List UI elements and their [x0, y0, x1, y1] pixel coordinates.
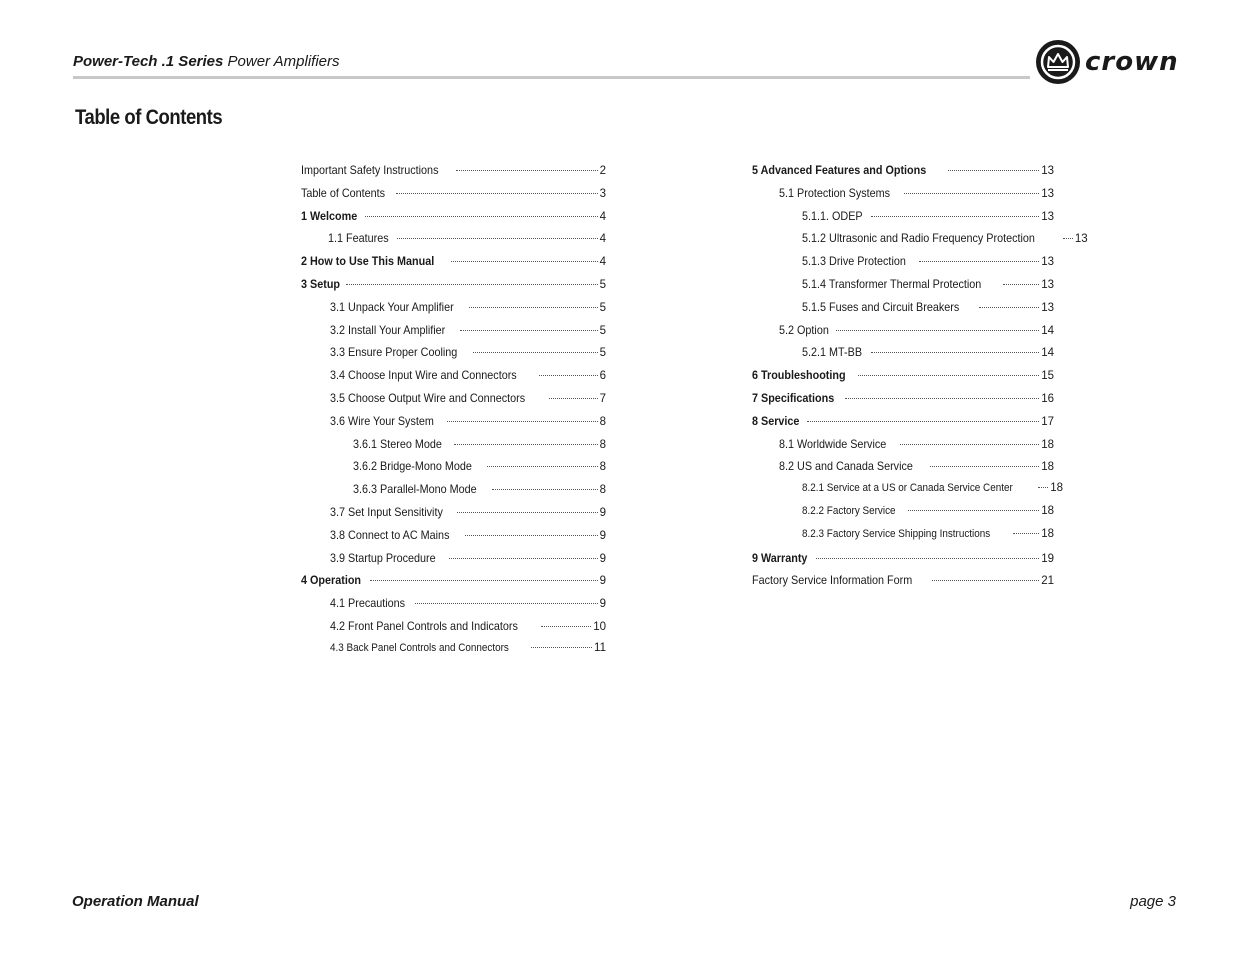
toc-dot-leader: [473, 352, 597, 353]
toc-entry-page: 8: [599, 461, 606, 474]
toc-entry-page: 5: [599, 278, 606, 291]
toc-dot-leader: [904, 193, 1039, 194]
toc-entry[interactable]: [752, 505, 1054, 528]
toc-entry-label: 3.6.3 Parallel-Mono Mode: [353, 482, 477, 497]
toc-entry[interactable]: [752, 437, 1054, 460]
toc-entry[interactable]: [301, 163, 606, 186]
toc-entry-label: Table of Contents: [301, 185, 386, 200]
toc-entry-page: 9: [599, 575, 606, 588]
toc-entry[interactable]: [301, 277, 606, 300]
toc-entry-page: 2: [599, 165, 606, 177]
toc-entry[interactable]: [301, 437, 606, 460]
toc-entry[interactable]: [752, 209, 1054, 232]
toc-dot-leader: [930, 466, 1039, 467]
header-title: [73, 53, 340, 70]
toc-entry-label: 9 Warranty: [752, 550, 808, 565]
toc-dot-leader: [456, 170, 598, 171]
toc-dot-leader: [871, 216, 1039, 217]
toc-entry-page: 9: [599, 598, 606, 611]
toc-entry[interactable]: [301, 573, 606, 596]
toc-entry-page: 18: [1041, 504, 1054, 517]
toc-entry-label: 8.2.3 Factory Service Shipping Instructions: [802, 527, 991, 540]
toc-entry-page: 19: [1041, 552, 1054, 565]
toc-entry[interactable]: [301, 254, 606, 277]
toc-entry-label: 3 Setup: [301, 276, 341, 291]
toc-dot-leader: [816, 558, 1040, 559]
toc-entry-label: 5.1 Protection Systems: [779, 185, 891, 200]
toc-entry[interactable]: [752, 323, 1054, 346]
toc-entry-label: 4.1 Precautions: [330, 596, 406, 611]
toc-dot-leader: [549, 398, 598, 399]
toc-entry-label: 7 Specifications: [752, 390, 835, 405]
footer-manual-title: Operation Manual: [72, 893, 199, 910]
toc-dot-leader: [449, 558, 597, 559]
toc-dot-leader: [447, 421, 597, 422]
toc-entry-label: 4.3 Back Panel Controls and Connectors: [330, 641, 509, 654]
toc-entry-page: 18: [1041, 527, 1054, 540]
toc-entry-label: 4 Operation: [301, 573, 362, 588]
toc-entry-page: 14: [1041, 347, 1054, 360]
toc-entry-label: 5 Advanced Features and Options: [752, 163, 927, 177]
toc-entry-page: 4: [599, 256, 606, 269]
toc-dot-leader: [1038, 487, 1048, 488]
header-series: Power-Tech .1 Series: [73, 53, 224, 70]
toc-dot-leader: [397, 238, 597, 239]
toc-dot-leader: [1063, 238, 1073, 239]
toc-dot-leader: [979, 307, 1039, 308]
toc-dot-leader: [845, 398, 1039, 399]
toc-entry[interactable]: [752, 186, 1054, 209]
toc-entry-label: Factory Service Information Form: [752, 573, 913, 588]
footer-page-number: page 3: [1130, 893, 1176, 910]
toc-entry-page: 15: [1041, 370, 1054, 383]
toc-entry-label: 1 Welcome: [301, 208, 358, 223]
toc-entry[interactable]: [752, 300, 1054, 323]
toc-entry-page: 8: [599, 415, 606, 428]
toc-entry[interactable]: [301, 459, 606, 482]
toc-entry[interactable]: [752, 254, 1054, 277]
toc-entry[interactable]: [752, 231, 1088, 254]
toc-entry-label: 3.4 Choose Input Wire and Connectors: [330, 368, 517, 383]
toc-column-right: [752, 163, 1088, 596]
toc-dot-leader: [858, 375, 1039, 376]
toc-entry-page: 18: [1050, 482, 1063, 495]
toc-entry-page: 6: [599, 370, 606, 383]
toc-entry-label: 8.2.1 Service at a US or Canada Service Center: [802, 482, 1013, 495]
toc-entry-label: 4.2 Front Panel Controls and Indicators: [330, 618, 518, 633]
toc-entry-label: 3.3 Ensure Proper Cooling: [330, 345, 458, 360]
toc-dot-leader: [365, 216, 597, 217]
toc-entry-page: 13: [1041, 278, 1054, 291]
toc-entry-label: 8 Service: [752, 413, 800, 428]
toc-entry-label: 5.2.1 MT-BB: [802, 345, 863, 360]
toc-entry[interactable]: [752, 528, 1054, 551]
toc-entry-page: 8: [599, 438, 606, 451]
toc-entry[interactable]: [301, 368, 606, 391]
toc-entry-label: 5.1.1. ODEP: [802, 208, 863, 223]
toc-entry-label: 8.1 Worldwide Service: [779, 436, 887, 451]
toc-entry-label: 6 Troubleshooting: [752, 368, 846, 383]
toc-entry[interactable]: [752, 163, 1054, 186]
toc-entry[interactable]: [301, 596, 606, 619]
toc-dot-leader: [948, 170, 1040, 171]
toc-entry-label: 5.1.2 Ultrasonic and Radio Frequency Protection: [802, 231, 1035, 246]
toc-entry-label: 3.7 Set Input Sensitivity: [330, 504, 443, 519]
toc-entry-page: 5: [599, 301, 606, 314]
toc-dot-leader: [457, 512, 597, 513]
toc-entry[interactable]: [301, 619, 606, 642]
toc-entry-page: 5: [599, 324, 606, 337]
toc-entry-label: 5.2 Option: [779, 322, 829, 337]
toc-entry[interactable]: [752, 414, 1054, 437]
toc-dot-leader: [807, 421, 1039, 422]
toc-entry-label: 5.1.4 Transformer Thermal Protection: [802, 276, 982, 291]
toc-dot-leader: [539, 375, 597, 376]
logo-wordmark: crown: [1085, 47, 1179, 77]
toc-entry[interactable]: [301, 231, 606, 254]
toc-entry[interactable]: [752, 459, 1054, 482]
toc-entry-page: 18: [1041, 461, 1054, 474]
toc-entry-label: 2 How to Use This Manual: [301, 254, 435, 269]
toc-entry-page: 13: [1041, 165, 1054, 177]
toc-dot-leader: [932, 580, 1039, 581]
toc-entry-page: 18: [1041, 438, 1054, 451]
toc-entry[interactable]: [752, 551, 1054, 574]
toc-entry[interactable]: [301, 323, 606, 346]
toc-entry-page: 16: [1041, 392, 1054, 405]
toc-entry-label: 8.2.2 Factory Service: [802, 504, 896, 517]
toc-dot-leader: [908, 510, 1039, 511]
toc-entry[interactable]: [301, 300, 606, 323]
toc-entry-page: 9: [599, 529, 606, 542]
toc-entry-label: 3.6.2 Bridge-Mono Mode: [353, 459, 472, 474]
toc-dot-leader: [900, 444, 1039, 445]
toc-dot-leader: [415, 603, 597, 604]
toc-entry-page: 3: [599, 187, 606, 200]
toc-dot-leader: [541, 626, 591, 627]
toc-dot-leader: [346, 284, 597, 285]
toc-entry-page: 13: [1041, 301, 1054, 314]
toc-entry-page: 9: [599, 506, 606, 519]
toc-entry-page: 13: [1041, 256, 1054, 269]
toc-dot-leader: [1013, 533, 1039, 534]
toc-dot-leader: [469, 307, 597, 308]
toc-entry[interactable]: [301, 482, 606, 505]
toc-entry-page: 4: [599, 210, 606, 223]
toc-dot-leader: [836, 330, 1039, 331]
toc-entry[interactable]: [752, 391, 1054, 414]
toc-entry-page: 10: [593, 620, 606, 633]
toc-dot-leader: [919, 261, 1039, 262]
toc-entry-label: 5.1.5 Fuses and Circuit Breakers: [802, 299, 960, 314]
toc-entry-label: 3.8 Connect to AC Mains: [330, 527, 450, 542]
toc-entry-label: Important Safety Instructions: [301, 163, 439, 177]
toc-dot-leader: [454, 444, 598, 445]
crown-emblem-icon: [1035, 39, 1081, 85]
toc-dot-leader: [871, 352, 1040, 353]
toc-dot-leader: [531, 647, 592, 648]
toc-entry-page: 17: [1041, 415, 1054, 428]
toc-column-left: [301, 163, 606, 665]
toc-entry-label: 3.9 Startup Procedure: [330, 550, 436, 565]
toc-entry-page: 9: [599, 552, 606, 565]
toc-entry-page: 11: [594, 641, 606, 654]
header-rule: [73, 76, 1030, 79]
toc-dot-leader: [451, 261, 598, 262]
toc-entry[interactable]: [752, 482, 1063, 505]
toc-entry[interactable]: [301, 391, 606, 414]
toc-entry-page: 13: [1041, 187, 1054, 200]
toc-entry[interactable]: [301, 551, 606, 574]
toc-entry[interactable]: [301, 642, 606, 665]
toc-entry-page: 13: [1041, 210, 1054, 223]
toc-entry[interactable]: [301, 345, 606, 368]
toc-dot-leader: [487, 466, 598, 467]
toc-entry-label: 3.1 Unpack Your Amplifier: [330, 299, 454, 314]
header-subtitle: Power Amplifiers: [227, 53, 340, 70]
toc-entry-page: 7: [599, 392, 606, 405]
toc-entry-label: 3.2 Install Your Amplifier: [330, 322, 446, 337]
toc-entry-page: 13: [1074, 233, 1088, 246]
toc-entry-label: 1.1 Features: [328, 231, 389, 246]
toc-dot-leader: [370, 580, 598, 581]
toc-dot-leader: [1003, 284, 1039, 285]
toc-entry-label: 3.5 Choose Output Wire and Connectors: [330, 390, 526, 405]
toc-entry-page: 4: [599, 233, 606, 246]
toc-entry[interactable]: [752, 368, 1054, 391]
toc-dot-leader: [460, 330, 598, 331]
toc-entry-label: 3.6 Wire Your System: [330, 413, 434, 428]
toc-entry-page: 8: [599, 484, 606, 497]
toc-dot-leader: [465, 535, 598, 536]
toc-dot-leader: [492, 489, 597, 490]
toc-entry[interactable]: [301, 414, 606, 437]
toc-entry[interactable]: [752, 277, 1054, 300]
toc-entry-page: 21: [1041, 575, 1054, 588]
toc-entry[interactable]: [301, 186, 606, 209]
toc-entry[interactable]: [752, 573, 1054, 596]
toc-entry[interactable]: [301, 528, 606, 551]
toc-entry-label: 3.6.1 Stereo Mode: [353, 436, 442, 451]
toc-dot-leader: [396, 193, 597, 194]
toc-entry[interactable]: [301, 209, 606, 232]
toc-entry-label: 5.1.3 Drive Protection: [802, 254, 906, 269]
toc-entry-page: 14: [1041, 324, 1054, 337]
crown-logo: [1035, 38, 1180, 86]
page-title: Table of Contents: [75, 106, 223, 129]
toc-entry[interactable]: [752, 345, 1054, 368]
toc-entry-page: 5: [599, 347, 606, 360]
toc-entry[interactable]: [301, 505, 606, 528]
toc-entry-label: 8.2 US and Canada Service: [779, 459, 913, 474]
